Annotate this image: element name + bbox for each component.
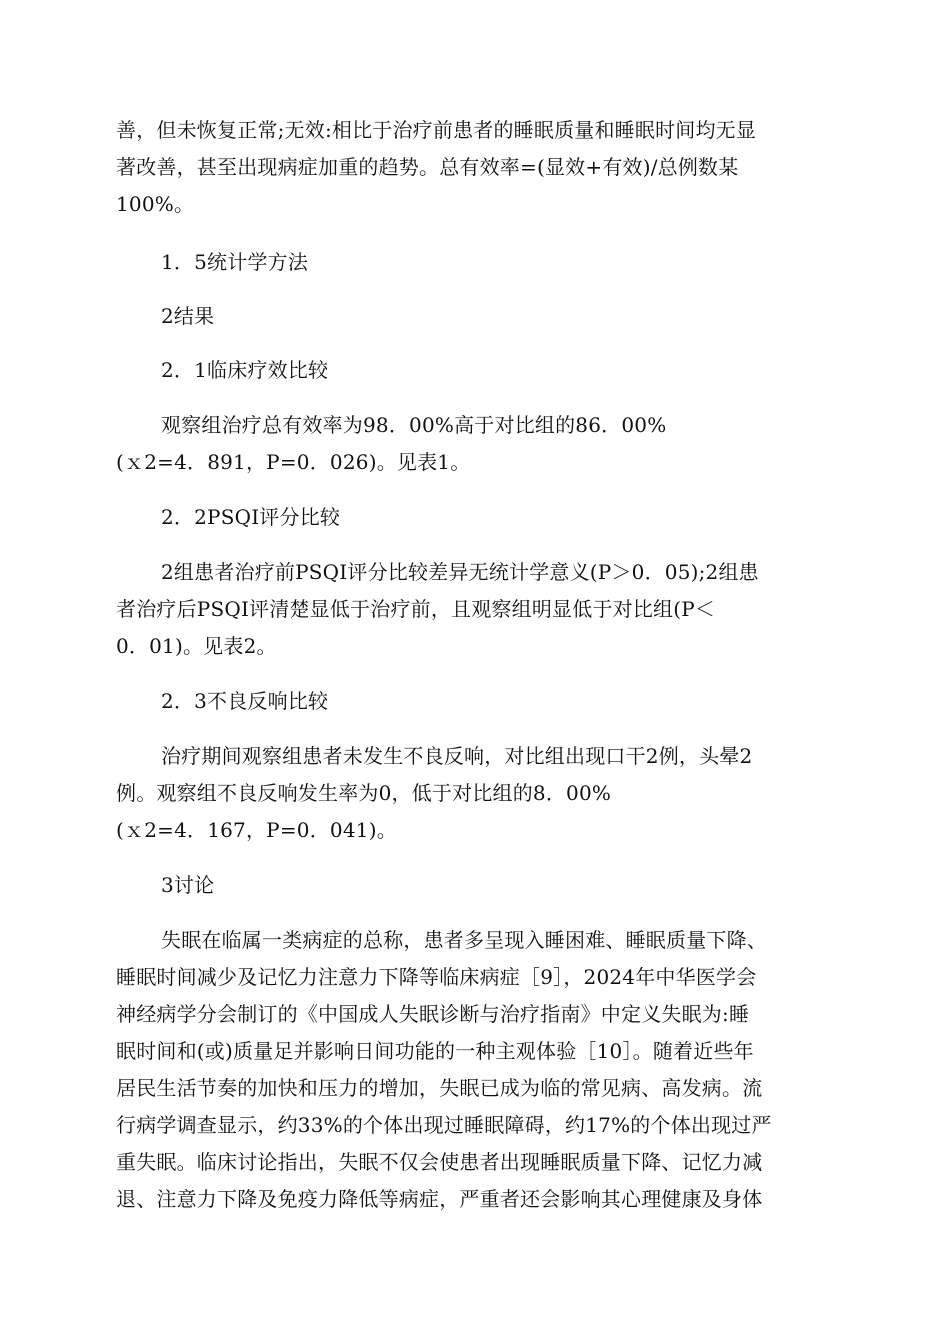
paragraph-adverse-line-1: 治疗期间观察组患者未发生不良反响，对比组出现口干2例，头晕2 bbox=[161, 744, 753, 768]
paragraph-discussion-line-4: 眠时间和(或)质量足并影响日间功能的一种主观体验［10］。随着近些年 bbox=[116, 1039, 754, 1063]
paragraph-psqi-line-2: 者治疗后PSQI评清楚显低于治疗前，且观察组明显低于对比组(P＜ bbox=[116, 597, 716, 621]
section-heading-2-2: 2．2PSQI评分比较 bbox=[161, 505, 341, 529]
paragraph-adverse-line-3: (ｘ2=4．167，P=0．041)。 bbox=[116, 818, 397, 842]
section-heading-2: 2结果 bbox=[161, 304, 215, 328]
paragraph-discussion-line-7: 重失眠。临床讨论指出，失眠不仅会使患者出现睡眠质量下降、记忆力减 bbox=[116, 1150, 763, 1174]
paragraph-adverse-line-2: 例。观察组不良反响发生率为0，低于对比组的8．00% bbox=[116, 781, 612, 805]
paragraph-discussion-line-8: 退、注意力下降及免疫力降低等病症，严重者还会影响其心理健康及身体 bbox=[116, 1187, 763, 1211]
paragraph-efficacy-line-1: 观察组治疗总有效率为98．00%高于对比组的86．00% bbox=[161, 413, 667, 437]
paragraph-efficacy-line-2: (ｘ2=4．891，P=0．026)。见表1。 bbox=[116, 450, 471, 474]
paragraph-discussion-line-3: 神经病学分会制订的《中国成人失眠诊断与治疗指南》中定义失眠为:睡 bbox=[116, 1002, 750, 1026]
paragraph-discussion-line-5: 居民生活节奏的加快和压力的增加，失眠已成为临的常见病、高发病。流 bbox=[116, 1076, 763, 1100]
section-heading-2-3: 2．3不良反响比较 bbox=[161, 689, 329, 713]
paragraph-discussion-line-1: 失眠在临属一类病症的总称，患者多呈现入睡困难、睡眠质量下降、 bbox=[161, 928, 767, 952]
paragraph-psqi-line-3: 0．01)。见表2。 bbox=[116, 634, 277, 658]
paragraph-line-3: 100%。 bbox=[116, 192, 195, 216]
section-heading-2-1: 2．1临床疗效比较 bbox=[161, 358, 329, 382]
paragraph-line-2: 著改善，甚至出现病症加重的趋势。总有效率=(显效+有效)/总例数某 bbox=[116, 155, 739, 179]
paragraph-psqi-line-1: 2组患者治疗前PSQI评分比较差异无统计学意义(P＞0．05);2组患 bbox=[161, 560, 759, 584]
paragraph-discussion-line-2: 睡眠时间减少及记忆力注意力下降等临床病症［9］，2024年中华医学会 bbox=[116, 965, 757, 989]
paragraph-line-1: 善，但未恢复正常;无效:相比于治疗前患者的睡眠质量和睡眠时间均无显 bbox=[116, 118, 757, 142]
section-heading-1-5: 1．5统计学方法 bbox=[161, 250, 309, 274]
paragraph-discussion-line-6: 行病学调查显示，约33%的个体出现过睡眠障碍，约17%的个体出现过严 bbox=[116, 1113, 772, 1137]
section-heading-3: 3讨论 bbox=[161, 873, 215, 897]
